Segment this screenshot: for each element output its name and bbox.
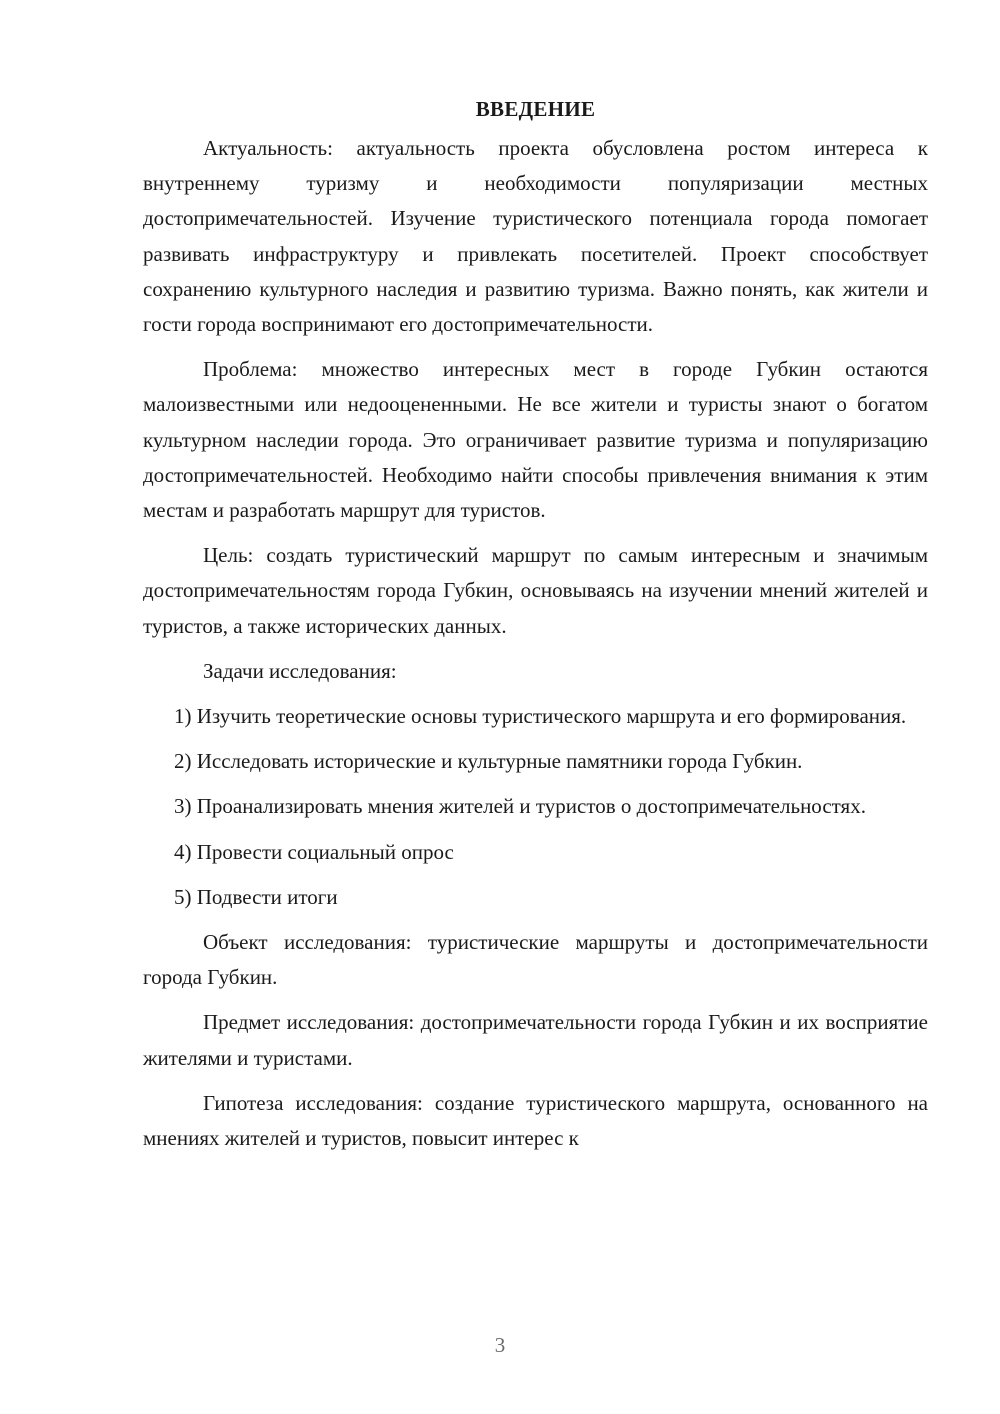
page-title: ВВЕДЕНИЕ <box>475 97 596 121</box>
task-item-2: 2) Исследовать исторические и культурные памятники города Губкин. <box>174 749 803 774</box>
document-page <box>143 92 928 1166</box>
paragraph-problem: Проблема: множество интересных мест в городе Губкин остаются малоизвестными или недооцененными. Не все жители и туристы знают о богатом культурном наследии города. Это ограничивает развитие туризма и популяризацию достопримечательностей. Необходимо найти способы привлечения внимания к этим местам и разработать маршрут для туристов. <box>143 357 928 523</box>
paragraph-hypothesis: Гипотеза исследования: создание туристического маршрута, основанного на мнениях жителей и туристов, повысит интерес к <box>143 1090 928 1151</box>
tasks-heading: Задачи исследования: <box>203 658 397 683</box>
task-item-1: 1) Изучить теоретические основы туристического маршрута и его формирования. <box>174 704 907 729</box>
page-number: 3 <box>494 1333 506 1357</box>
paragraph-relevance: Актуальность: актуальность проекта обусловлена ростом интереса к внутреннему туризму и необходимости популяризации местных достопримечательностей. Изучение туристического потенциала города помогает развивать инфраструктуру и привлекать посетителей. Проект способствует сохранению культурного наследия и развитию туризма. Важно понять, как жители и гости города воспринимают его достопримечательности. <box>143 136 928 337</box>
paragraph-object: Объект исследования: туристические маршруты и достопримечательности города Губкин. <box>143 930 928 990</box>
task-item-5: 5) Подвести итоги <box>174 884 338 909</box>
paragraph-subject: Предмет исследования: достопримечательности города Губкин и их восприятие жителями и туристами. <box>143 1010 928 1070</box>
task-item-3: 3) Проанализировать мнения жителей и туристов о достопримечательностях. <box>174 794 866 819</box>
task-item-4: 4) Провести социальный опрос <box>174 839 454 864</box>
paragraph-goal: Цель: создать туристический маршрут по самым интересным и значимым достопримечательностям города Губкин, основываясь на изучении мнений жителей и туристов, а также исторических данных. <box>143 543 928 638</box>
